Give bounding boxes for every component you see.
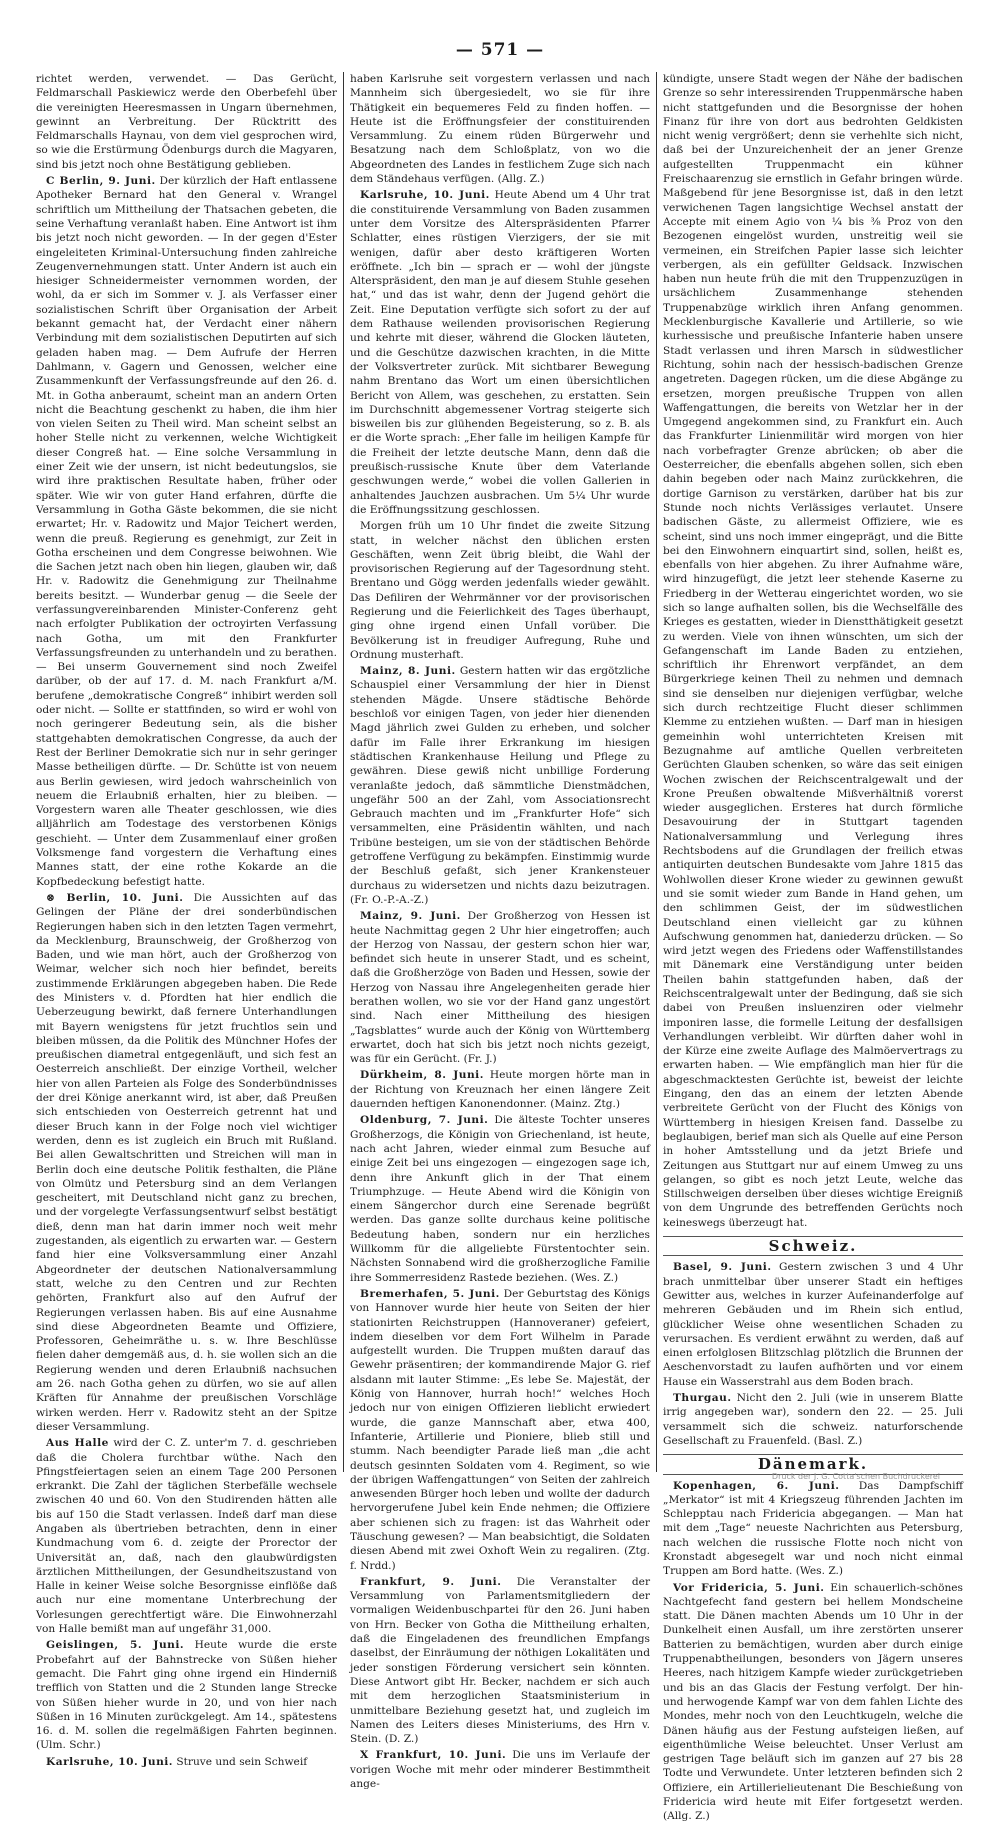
article-text: Der Geburtstag des Königs von Hannover wurde hier heute von Seiten der hier stationirten Reichstruppen (Hannoveraner) gefeiert, indem dieselben vor dem Fort Wilhelm in Parade aufgestellt wurden. Die Truppen mußten darauf das Gewehr präsentiren; der kommandirende Major G. rief alsdann mit lauter Stimme: „Es lebe Se. Majestät, der König von Hannover, hurrah hoch!“ welches Hoch jedoch nur von einigen Offizieren lieblicht erwiedert wurde, die ganze Mannschaft aber, etwa 400, Infanterie, Artillerie und Pioniere, blieb still und stumm. Nach beendigter Parade ließ man „die acht deutsch gesinnten Soldaten vom 4. Regiment, so wie der übrigen Waffengattungen“ von Seiten der zahlreich anwesenden Bürger hoch leben und wollte der dadurch hervorgerufene Jubel kein Ende nehmen; die Offiziere aber schienen sich zu fragen: ist das Wahrheit oder Täuschung gewesen? — Man beabsichtigt, die Soldaten diesen Abend mit zwei Oxhoft Wein zu regaliren. (Ztg. f. Nrdd.) [350, 1287, 650, 1572]
article-paragraph [350, 188, 650, 517]
article-text: richtet werden, verwendet. — Das Gerücht, Feldmarschall Paskiewicz werde den Oberbefehl über die vereinigten Heeresmassen in Ungarn übernehmen, gewinnt an Verbreitung. Der Rücktritt des Feldmarschalls Haynau, von dem viel gesprochen wird, so wie die Erstürmung Ödenburgs durch die Magyaren, sind bis jetzt noch ohne Bestätigung geblieben. [36, 73, 337, 171]
column-2 [343, 72, 656, 1791]
article-text: wird der C. Z. unter'm 7. d. geschrieben daß die Cholera furchtbar wüthe. Nach den Pfingstfeiertagen seien an einem Tage 200 Personen erkrankt. Die Zahl der täglichen Sterbefälle wechsele zwischen 40 und 60. Von den Studirenden hätten alle bis auf 150 die Stadt verlassen. Indeß darf man diese Angaben als übertrieben betrachten, denn in einer Kundmachung vom 6. d. zeigte der Prorector der Universität an, daß, nach den glaubwürdigsten ärztlichen Mittheilungen, der Gesundheitszustand von Halle in keiner Weise solche Besorgnisse einflöße daß auch nur eine momentane Unterbrechung der Vorlesungen gerechtfertigt wäre. Die Einwohnerzahl von Halle bemißt man auf ungefähr 31,000. [36, 1437, 337, 1636]
dateline: Mainz, 8. Juni. [360, 665, 456, 678]
dateline: Thurgau. [673, 1392, 732, 1405]
article-paragraph [350, 1575, 650, 1747]
dateline: Karlsruhe, 10. Juni. [360, 189, 490, 202]
article-text: Heute Abend um 4 Uhr trat die constituirende Versammlung von Baden zusammen unter dem Vorsitze des Alterspräsidenten Pfarrer Schlatter, eines rüstigen Vierzigers, der sie mit wenigen, dafür aber desto kräftigeren Worten eröffnete. „Ich bin — sprach er — wohl der jüngste Alterspräsident, den man je auf diesem Stuhle gesehen hat,“ und das ist wahr, denn der Jugend gehört die Zeit. Eine Deputation verfügte sich sofort zu der auf dem Rathause weilenden provisorischen Regierung und kehrte mit dieser, während die Glocken läuteten, und die Geschütze dazwischen krachten, in die Mitte der Volksvertreter zurück. Mit sichtbarer Bewegung nahm Brentano das Wort um einen übersichtlichen Bericht von Allem, was geschehen, zu erstatten. Sein im Durchschnitt abgemessener Vortrag steigerte sich bisweilen bis zur glühenden Begeisterung, so z. B. als er die Worte sprach: „Eher falle im heiligen Kampfe für die Freiheit der letzte deutsche Mann, denn daß die preußisch-russische Knute über dem Vaterlande geschwungen werde,“ wobei die vollen Gallerien in anhaltendes Jauchzen ausbrachen. Um 5¼ Uhr wurde die Eröffnungssitzung geschlossen. [350, 189, 650, 516]
page-number: — 571 — [455, 40, 545, 60]
dateline: X Frankfurt, 10. Juni. [360, 1749, 507, 1762]
article-paragraph [350, 1287, 650, 1573]
section-heading: Dänemark. [663, 1454, 963, 1474]
article-paragraph [350, 72, 650, 186]
article-paragraph [36, 1436, 337, 1636]
article-paragraph [36, 174, 337, 889]
article-paragraph [350, 664, 650, 907]
article-paragraph [663, 1581, 963, 1824]
dateline: Bremerhafen, 5. Juni. [360, 1287, 500, 1300]
dateline: Aus Halle [46, 1437, 109, 1450]
article-paragraph [663, 1260, 963, 1389]
dateline: Karlsruhe, 10. Juni. [46, 1755, 173, 1768]
article-text: Die Veranstalter der Versammlung von Parlamentsmitgliedern der vormaligen Weidenbuschpartei für den 26. Juni haben von Hrn. Becker von Gotha die Mittheilung erhalten, daß die Eingeladenen des freundlichen Empfangs daselbst, der Einräumung der nöthigen Lokalitäten und jeder sonstigen Förderung versichert sein könnten. Diese Antwort gibt Hr. Becker, nachdem er sich auch mit dem herzoglichen Staatsministerium in unmittelbare Beziehung gesetzt hat, und zugleich im Namen des Leiters dieses Ministeriums, des Hrn v. Stein. (D. Z.) [350, 1575, 651, 1746]
article-text: Ein schauerlich-schönes Nachtgefecht fand gestern bei hellem Mondscheine statt. Die Dänen machten Abends um 10 Uhr in der Dunkelheit einen Ausfall, um ihre zerstörten unserer Batterien zu bemächtigen, wurden aber durch einige Truppenabtheilungen, besonders von Jägern unseres Heeres, nach hitzigem Kampfe wieder zurückgetrieben und bis an das Glacis der Festung verfolgt. Der hin- und herwogende Kampf war von dem fahlen Lichte des Mondes, mehr noch von den Leuchtkugeln, welche die Dänen häufig aus der Festung aufsteigen ließen, auf eigenthümliche Weise beleuchtet. Unser Verlust am gestrigen Tage beläuft sich im ganzen auf 27 bis 28 Todte und Verwundete. Unter letzteren befinden sich 2 Offiziere, ein Artillerielieutenant Die Beschießung von Fridericia wird heute mit Eifer fortgesetzt werden. (Allg. Z.) [663, 1581, 963, 1823]
article-text: kündigte, unsere Stadt wegen der Nähe der badischen Grenze so sehr interessirenden Truppenmärsche haben nicht stattgefunden und die Besorgnisse der hohen Finanz für ihre von dort aus bedrohten Geldkisten nicht wenig vergrößert; denn sie verhehlte sich nicht, daß bei der Unzureichenheit der an jener Grenze aufgestellten Truppenmacht ein kühner Freischaarenzug sie ernstlich in Gefahr bringen würde. Maßgebend für jene Besorgnisse ist, daß in den letzt verwichenen Tagen langsichtige Wechsel anstatt der Accepte mit einem Agio von ¼ bis ⅜ Proz von den Bezogenen eingelöst wurden, unstreitig weil sie vermeinen, ein Streifchen Papier lasse sich leichter verbergen, als ein gefüllter Geldsack. Inzwischen haben nun heute früh die mit den Truppenzuzügen in ursächlichem Zusammenhange stehenden Truppenabzüge wirklich ihren Anfang genommen. Mecklenburgische Kavallerie und Artillerie, so wie kurhessische und preußische Infanterie haben unsere Stadt verlassen und ihren Marsch in südwestlicher Richtung, sohin nach der hessisch-badischen Grenze angetreten. Dagegen rücken, um die diese Abgänge zu ersetzen, morgen preußische Truppen von allen Waffengattungen, die bereits von Wetzlar her in der Umgegend angekommen sind, zu Frankfurt ein. Auch das Frankfurter Linienmilitär wird morgen von hier nach vorbefragter Grenze abrücken; ob aber die Oesterreicher, die ebenfalls abgehen sollen, sich eben dahin begeben oder nach Mainz zurückkehren, die dortige Garnison zu verstärken, darüber hat bis zur Stunde noch nichts Verlässiges verlautet. Unsere badischen Gäste, zu allermeist Offiziere, wie es scheint, sind uns noch immer eingeprägt, und die Bitte bei den Einwohnern einquartirt sind, sollen, heißt es, ebenfalls von hier abgehen. Zu ihrer Aufnahme wäre, wird hinzugefügt, die jetzt leer stehende Kaserne zu Friedberg in der Wetterau eingerichtet worden, wo sie sich so lange aufhalten sollen, bis die Wechselfälle des Krieges es gestatten, wieder in Dienstthätigkeit gesetzt zu werden. Viele von ihnen wünschten, um sich der Gefangenschaft im Lande Baden zu entziehen, schriftlich ihr Ehrenwort verpfändet, an dem Bürgerkriege keinen Theil zu nehmen und demnach sind sie denselben nur diejenigen verfügbar, welche sich durch rechtzeitige Flucht dieser schlimmen Klemme zu entziehen wußten. — Darf man in hiesigen gemeinhin wohl unterrichteten Kreisen mit Bezugnahme auf amtliche Quellen verbreiteten Gerüchten Glauben schenken, so wäre das seit einigen Wochen zwischen der Reichscentralgewalt und der Krone Preußen obwaltende Mißverhältniß vorerst wieder ausgeglichen. Ersteres hat durch förmliche Desavouirung der in Stuttgart tagenden Nationalversammlung und Verlegung ihres Rechtsbodens auf die Grundlagen der freilich etwas antiquirten deutschen Bundesakte vom Jahre 1815 das Wohlwollen dieser Krone wieder zu gewinnen gewußt und sie somit wieder zum Bande in Hand gehen, um den schlimmen Geist, der im südwestlichen Deutschland einen vielleicht gar zu kühnen Aufschwung genommen hat, daniederzu drücken. — So wird jetzt wegen des Friedens oder Waffenstillstandes mit Dänemark eine Verständigung unter beiden Theilen bahin stattgefunden haben, daß der Reichscentralgewalt unter der Bedingung, daß sie sich dabei von Preußen insluenziren oder vielmehr imponiren lasse, die formelle Leitung der desfallsigen Verhandlungen verbleibt. Wir dürften daher wohl in der Kürze eine zweite Auflage des Malmöervertrags zu erwarten haben. — Wie empfänglich man hier für die abgeschmacktesten Gerüchte ist, beweist der leichte Eingang, den das an einem der letzten Abende verbreitete Gerücht von der Flucht des Königs von Württemberg in hiesigen Kreisen fand. Dasselbe zu beglaubigen, berief man sich als Quelle auf eine Person in hoher Amtsstellung und da jetzt Briefe und Zeitungen aus Stuttgart nur auf einem Umweg zu uns gelangen, so gibt es noch jetzt Leute, welche das Stillschweigen derselben über dieses wichtige Ereigniß von dem Ungrunde des betreffenden Gerüchts noch keineswegs überzeugt hat. [663, 73, 963, 1229]
article-text: Die Aussichten auf das Gelingen der Pläne der drei sonderbündischen Regierungen haben sich in den letzten Tagen vermehrt, da Mecklenburg, Braunschweig, der Großherzog von Baden, und wie man hört, auch der Großherzog von Weimar, welcher sich noch hier befindet, bereits zustimmende Erklärungen abgegeben haben. Die Rede des Ministers v. d. Pfordten hat hier endlich die Ueberzeugung bewirkt, daß fernere Unterhandlungen mit Bayern wenigstens für jetzt fruchtlos sein und bleiben müssen, da die Politik des Münchner Hofes der preußischen diametral entgegenläuft, und sich fest an Oesterreich anschließt. Der einzige Vortheil, welcher hier von allen Parteien als Folge des Sonderbündnisses der drei Könige anerkannt wird, ist aber, daß Preußen sich entschieden von Oesterreich getrennt hat und dieser Bruch kann in der Folge noch viel wichtiger werden, denn es ist zugleich ein Bruch mit Rußland. Bei allen Gewaltschritten und Streichen will man in Berlin doch eine deutsche Politik festhalten, die Pläne von Olmütz und Petersburg sind an dem Verlangen gescheitert, mit Deutschland nicht ganz zu brechen, und der vorgelegte Verfassungsentwurf selbst bestätigt dieß, denn man hat darin immer noch weit mehr zugestanden, als eigentlich zu erwarten war. — Gestern fand hier eine Volksversammlung einer Anzahl Abgeordneter der deutschen Nationalversammlung statt, welche zu den Centren und zur Rechten gehörten, Frankfurt also auf den Aufruf der Regierungen verlassen haben. Bis auf eine Ausnahme sind diese Abgeordneten Beamte und Offiziere, Professoren, Geheimräthe u. s. w. Ihre Beschlüsse fielen daher demgemäß aus, d. h. sie wollen sich an die Regierung wenden und deren Erlaubniß nachsuchen am 26. nach Gotha gehen zu dürfen, wo sie auf allen Kräften für Annahme der preußischen Vorschläge wirken werden. Herr v. Radowitz steht an der Spitze dieser Versammlung. [36, 891, 338, 1433]
column-1 [30, 72, 343, 1768]
article-paragraph [350, 519, 650, 662]
article-text: Heute wurde die erste Probefahrt auf der Bahnstrecke von Süßen hieher gemacht. Die Fahrt ging ohne irgend ein Hinderniß trefflich von Statten und die 2 Stunden lange Strecke von Süßen hieher wurde in 20, und von hier nach Süßen in 16 Minuten zurückgelegt. Am 14., spätestens 16. d. M. sollen die regelmäßigen Fahrten beginnen. (Ulm. Schr.) [36, 1639, 337, 1752]
article-paragraph [663, 72, 963, 1230]
article-paragraph [36, 1755, 337, 1769]
section-heading: Schweiz. [663, 1236, 963, 1256]
dateline: Basel, 9. Juni. [673, 1261, 772, 1274]
article-text: Morgen früh um 10 Uhr findet die zweite Sitzung statt, in welcher nächst den üblichen ersten Geschäften, wenn Zeit übrig bleibt, die Wahl der provisorischen Regierung auf der Tagesordnung steht. Brentano und Gögg werden jedenfalls wieder gewählt. Das Defiliren der Wehrmänner vor der provisorischen Regierung und die Feierlichkeit des Tages überhaupt, ging ohne irgend einen Unfall vorüber. Die Bevölkerung ist in freudiger Aufregung, Ruhe und Ordnung musterhaft. [350, 520, 650, 661]
article-text: Die uns im Verlaufe der vorigen Woche mit mehr oder minderer Bestimmtheit ange- [350, 1749, 650, 1791]
article-paragraph [350, 909, 650, 1066]
dateline: Kopenhagen, 6. Juni. [673, 1479, 840, 1492]
article-text: Gestern hatten wir das ergötzliche Schauspiel einer Versammlung der hier in Dienst stehenden Mägde. Unsere städtische Behörde beschloß vor einigen Tagen, von jeder hier dienenden Magd jährlich zwei Gulden zu erheben, und solcher dafür im Falle ihrer Erkrankung im hiesigen städtischen Krankenhause Heilung und Pflege zu gewähren. Diese gewiß nicht unbillige Forderung veranlaßte jedoch, daß sämmtliche Dienstmädchen, ungefähr 500 an der Zahl, vom Associationsrecht Gebrauch machten und im „Frankfurter Hofe“ sich versammelten, eine Präsidentin wählten, und nach Tribüne besteigen, um sie von der städtischen Behörde getroffene Verfügung zu bekämpfen. Einstimmig wurde der Beschluß gefaßt, sich jener Krankensteuer durchaus zu widersetzen und nichts dazu beizutragen. (Fr. O.-P.-A.-Z.) [350, 665, 650, 906]
article-text: Das Dampfschiff „Merkator“ ist mit 4 Kriegszeug führenden Jachten im Schlepptau nach Fridericia abgegangen. — Man hat mit dem „Tage“ neueste Nachrichten aus Petersburg, nach welchen die russische Flotte noch nicht von Kronstadt abgesegelt war und noch nicht einmal Truppen am Bord hatte. (Wes. Z.) [663, 1479, 964, 1578]
article-text: Der Großherzog von Hessen ist heute Nachmittag gegen 2 Uhr hier eingetroffen; auch der Herzog von Nassau, der gestern schon hier war, befindet sich heute in unserer Stadt, und es scheint, daß die Großherzöge von Baden und Hessen, sowie der Herzog von Nassau ihre Angelegenheiten gerade hier berathen wollen, wo sie vor der Hand ganz ungestört sind. Nach einer Mittheilung des hiesigen „Tagsblattes“ wurde auch der König von Württemberg erwartet, doch hat sich bis jetzt noch nichts gezeigt, was für ein Gerücht. (Fr. J.) [350, 910, 651, 1066]
article-text: haben Karlsruhe seit vorgestern verlassen und nach Mannheim sich übergesiedelt, wo sie für ihre Thätigkeit ein bequemeres Feld zu finden hoffen. — Heute ist die Eröffnungsfeier der constituirenden Versammlung. Zu einem rüden Bürgerwehr und Besatzung nach dem Schloßplatz, von wo die Abgeordneten des Landes in festlichem Zuge sich nach dem Ständehaus verfügen. (Allg. Z.) [350, 73, 650, 186]
dateline: Geislingen, 5. Juni. [46, 1639, 185, 1652]
article-text: Der kürzlich der Haft entlassene Apotheker Bernard hat den General v. Wrangel schriftlich um Mittheilung der Thatsachen gebeten, die seine Verhaftung veranlaßt haben. Eine Antwort ist ihm bis jetzt noch nicht geworden. — In der gegen d'Ester eingeleiteten Kriminal-Untersuchung finden zahlreiche Zeugenvernehmungen statt. Unter Andern ist auch ein hiesiger Schneidermeister vernommen worden, der wohl, da er sich im Sommer v. J. als Verfasser einer sozialistischen Schrift über Organisation der Arbeit bekannt gemacht hat, der Verdacht einer nähern Verbindung mit dem sozialistischen Deputirten auf sich geladen haben mag. — Dem Aufrufe der Herren Dahlmann, v. Gagern und Genossen, welcher eine Zusammenkunft der Verfassungsfreunde auf den 26. d. Mt. in Gotha anberaumt, scheint man an andern Orten nicht die Beachtung geschenkt zu haben, die ihm hier von vielen Seiten zu Theil wird. Man scheint selbst an hoher Stelle nicht zu verkennen, welche Wichtigkeit dieser Congreß hat. — Eine solche Versammlung in einer Zeit wie der unsern, ist nicht bedeutungslos, sie wird ihre praktischen Resultate haben, früher oder später. Wie wir von guter Hand erfahren, dürfte die Versammlung in Gotha Gäste bekommen, die sie nicht erwartet; Hr. v. Radowitz und Major Teichert werden, wenn die preuß. Regierung es genehmigt, zur Zeit in Gotha erscheinen und dem Congresse beiwohnen. Wie die Sachen jetzt nach oben hin liegen, glauben wir, daß Hr. v. Radowitz die Genehmigung zur Theilnahme bereits besitzt. — Wunderbar genug — die Seele der verfassungvereinbarenden Minister-Conferenz geht nach erfolgter Publikation der octroyirten Verfassung nach Gotha, um mit den Frankfurter Verfassungsfreunden zu unterhandeln und zu berathen. — Bei unserm Gouvernement sind noch Zweifel darüber, ob der auf 17. d. M. nach Frankfurt a/M. berufene „demokratische Congreß“ inhibirt werden soll oder nicht. — Sollte er stattfinden, so wird er wohl von noch geringerer Bedeutung sein, als die bisher stattgehabten demokratischen Congresse, da auch der Rest der Berliner Demokratie sich nur in sehr geringer Masse betheiligen dürfte. — Dr. Schütte ist von neuem aus Berlin gewiesen, wird jedoch wahrscheinlich von neuem die Erlaubniß erhalten, hier zu bleiben. — Vorgestern waren alle Theater geschlossen, wie dies alljährlich am Todestage des verstorbenen Königs geschieht. — Unter dem Zusammenlauf einer großen Volksmenge fand vorgestern die Verhaftung eines Mannes statt, der eine rothe Kokarde an die Kopfbedeckung befestigt hatte. [36, 175, 338, 888]
article-paragraph [663, 1479, 963, 1579]
dateline: Vor Fridericia, 5. Juni. [673, 1581, 825, 1594]
printer-imprint: Druck der J. G. Cotta'schen Buchdruckerei [771, 1472, 940, 1481]
dateline: Mainz, 9. Juni. [360, 910, 461, 923]
article-paragraph [36, 1638, 337, 1752]
article-paragraph [350, 1748, 650, 1791]
article-paragraph [36, 72, 337, 172]
article-text: Nicht den 2. Juli (wie in unserem Blatte irrig angegeben war), sondern den 22. — 25. Juli versammelt sich die schweiz. naturforschende Gesellschaft zu Frauenfeld. (Basl. Z.) [663, 1392, 963, 1447]
dateline: Frankfurt, 9. Juni. [360, 1575, 502, 1588]
dateline: C Berlin, 9. Juni. [46, 175, 156, 188]
dateline: ⊗ Berlin, 10. Juni. [46, 891, 184, 904]
article-paragraph [350, 1068, 650, 1111]
article-text: Die älteste Tochter unseres Großherzogs, die Königin von Griechenland, ist heute, nach acht Jahren, wieder einmal zum Besuche auf einige Zeit bei uns eingezogen — eingezogen sage ich, denn ihre Ankunft glich in der That einem Triumphzuge. — Heute Abend wird die Königin von einem Sängerchor durch eine Serenade begrüßt werden. Das ganze sollte durchaus keine politische Bedeutung haben, sondern nur ein herzliches Willkomm für die allgeliebte Fürstentochter sein. Nächsten Sonnabend wird die großherzogliche Familie ihre Sommerresidenz Rastede beziehen. (Wes. Z.) [350, 1114, 650, 1284]
article-text: Gestern zwischen 3 und 4 Uhr brach unmittelbar über unserer Stadt ein heftiges Gewitter aus, welches in kurzer Aufeinanderfolge auf mehreren Gebäuden und im Rhein sich entlud, glücklicher Weise ohne wesentlichen Schaden zu verursachen. Es verdient erwähnt zu werden, daß auf einen erfolglosen Blitzschlag plötzlich die Brunnen der Aeschenvorstadt zu laufen aufhörten und vor einem Hause ein Wasserstrahl aus dem Boden brach. [663, 1261, 963, 1388]
dateline: Oldenburg, 7. Juni. [360, 1114, 489, 1127]
article-text: Struve und sein Schweif [176, 1755, 308, 1768]
dateline: Dürkheim, 8. Juni. [360, 1069, 484, 1082]
article-paragraph [36, 891, 337, 1434]
article-paragraph [350, 1113, 650, 1285]
article-paragraph [663, 1391, 963, 1448]
article-text: Heute morgen hörte man in der Richtung von Kreuznach her einen längere Zeit dauernden heftigen Kanonendonner. (Mainz. Ztg.) [350, 1069, 651, 1111]
